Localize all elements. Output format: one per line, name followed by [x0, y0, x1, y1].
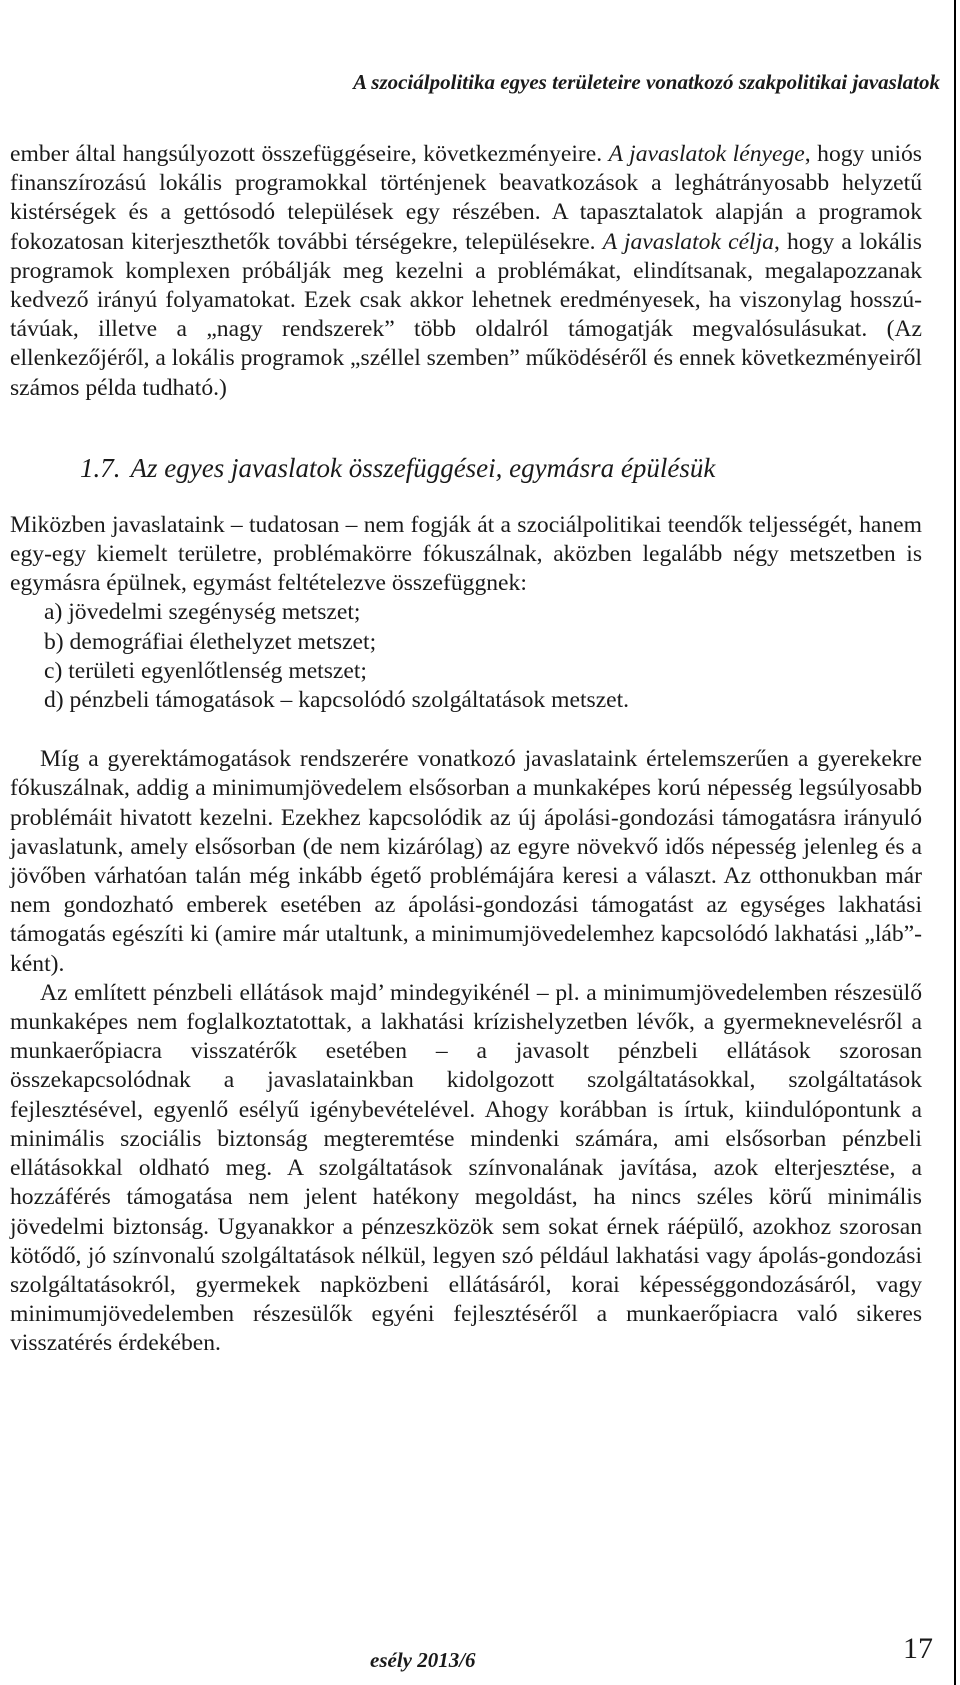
section-title: Az egyes javaslatok összefüggései, egymásra épülésük [130, 452, 716, 483]
journal-footer: esély 2013/6 [370, 1648, 476, 1672]
list-item: d) pénzbeli támogatások – kapcsolódó szolgáltatások metszet. [44, 687, 630, 714]
page-edge-rule [954, 0, 956, 1685]
paragraph-cash-benefits: Az említett pénzbeli ellátások majd’ mindegyikénél – pl. a minimumjövedelemben részesülő munkaképes nem foglalkoztatottak, a lakhatási krízishelyzetben lévők, a gyermeknevelésről a munkaerőpiacra visszatérők esetében – a javasolt pénzbeli ellátások szorosan összekapcsolódnak a javaslatainkban kidolgozott szolgáltatásokkal, szolgáltatások fejlesztésével, egyenlő esélyű igénybevételével. Ahogy korábban is írtuk, kiindulópontunk a minimális szociális biztonság megteremtése mindenki számára, ami elsősorban pénzbeli ellátásokkal oldható meg. A szolgáltatások színvonalának javítása, azok elterjesztése, a hozzáférés támogatása nem jelent hatékony megoldást, ha nincs széles körű minimális jövedelmi biztonság. Ugyanakkor a pénzeszközök sem sokat érnek ráépülő, azokhoz szorosan kötődő, jó színvonalú szolgáltatások nélkül, legyen szó például lakhatási vagy ápolás-gondozási szolgáltatásokról, gyermekek napközbeni ellátásáról, korai képességgondozásáról, vagy minimumjövedelemben részesülők egyéni fejlesztéséről a munkaerőpiacra való sikeres visszatérés érdekében. [10, 979, 922, 1357]
paragraph-overview: Miközben javaslataink – tudatosan – nem fogják át a szociálpolitikai teendők teljességét, hanem egy-egy kiemelt területre, problémakörre fókuszálnak, aközben legalább négy metszetben is egymásra épülnek, egymást feltételezve összefüggnek: [10, 511, 922, 597]
text-run: , hogy uniós finanszírozású lokális programokkal történjenek beavatkozások a leghátrányosabb helyzetű kistérségek és a gettósodó települések egy részében. A tapasztalatok alapján a programok fokozatosan kiterjeszthetők további térségekre, településekre. [10, 141, 922, 255]
page-body [10, 140, 922, 1359]
list-item: c) területi egyenlőtlenség metszet; [44, 657, 367, 684]
paragraph-gap [10, 715, 922, 745]
list-item: a) jövedelmi szegénység metszet; [44, 599, 361, 626]
running-header: A szociálpolitika egyes területeire vonatkozó szakpolitikai javaslatok [353, 70, 940, 94]
text-run: , hogy a lokális programok komplexen próbálják meg kezelni a problémákat, elindítsanak, megalapozzanak kedvező irányú folyamatokat. Ezek csak akkor lehetnek eredményesek, ha viszonylag hosszú-távúak, illetve a „nagy rendszerek” több oldalról támogatják megvalósulásukat. (Az ellenkezőjéről, a lokális programok „széllel szemben” működéséről és ennek következményeiről számos példa tudható.) [10, 228, 922, 401]
text-run: ember által hangsúlyozott összefüggéseire, következményeire. [10, 141, 609, 167]
section-heading [80, 451, 922, 485]
section-number: 1.7. [80, 452, 121, 483]
paragraph-child-support: Míg a gyerektámogatások rendszerére vonatkozó javaslataink értelemszerűen a gyerekekre fókuszálnak, addig a minimumjövedelem elsősorban a munkaképes korú népesség legsúlyosabb problémáit hivatott kezelni. Ezekhez kapcsolódik az új ápolási-gondozási támogatásra irányuló javaslatunk, amely elsősorban (de nem kizárólag) az egyre növekvő idős népesség jelenleg és a jövőben várhatóan talán még inkább égető problémájára keresi a választ. Az otthonukban már nem gondozható emberek esetében az ápolási-gondozási támogatást az egységes lakhatási támogatás egészíti ki (amire már utaltunk, a minimumjövedelemhez kapcsolódó lakhatási „láb”- ként). [10, 746, 922, 977]
page-number: 17 [903, 1632, 933, 1665]
list-item: b) demográfiai élethelyzet metszet; [44, 628, 377, 655]
emphasis-run: A javaslatok célja [602, 228, 774, 255]
emphasis-run: A javaslatok lényege [608, 141, 805, 167]
paragraph-intro [10, 140, 922, 403]
